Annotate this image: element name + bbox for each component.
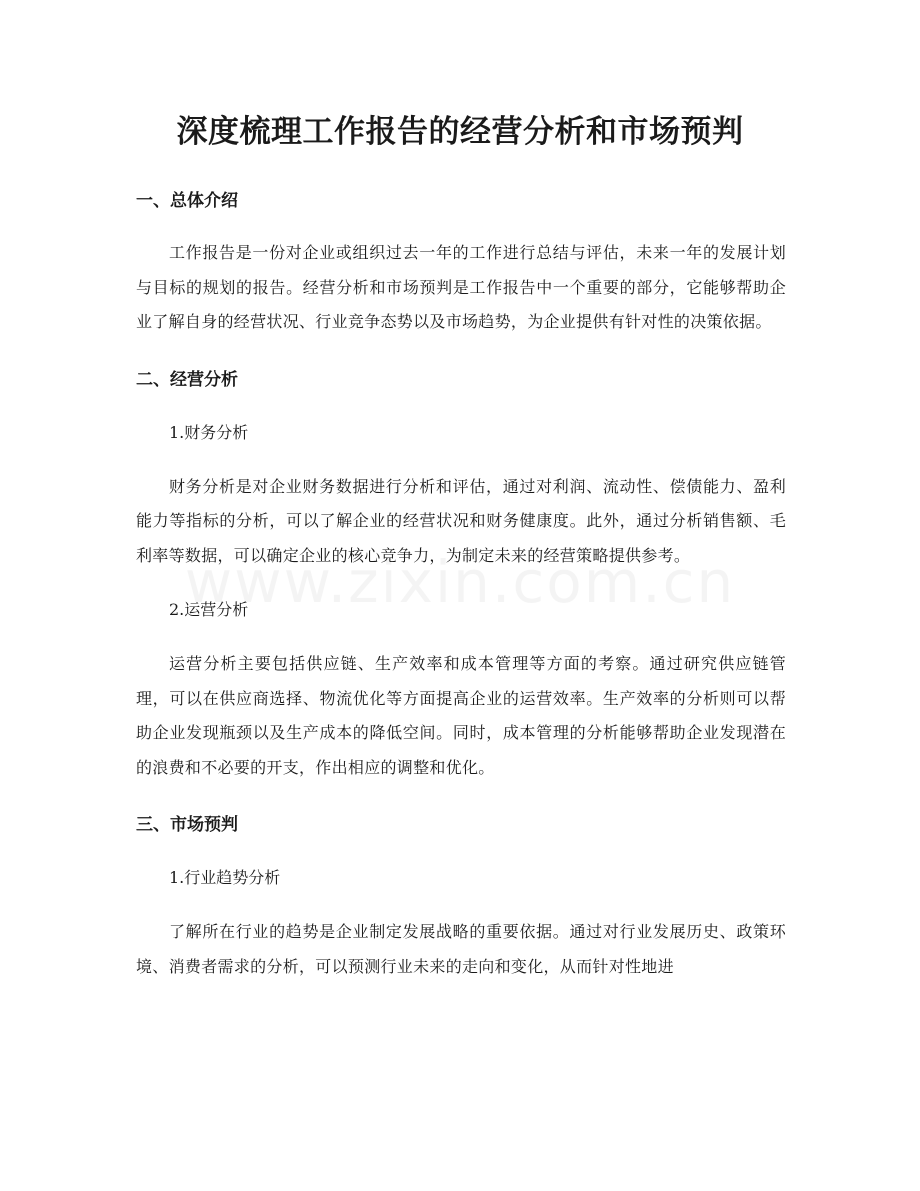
section-heading-operations: 二、经营分析 (136, 369, 238, 390)
operations-paragraph: 运营分析主要包括供应链、生产效率和成本管理等方面的考察。通过研究供应链管理，可以在供应商选择、物流优化等方面提高企业的运营效率。生产效率的分析则可以帮助企业发现瓶颈以及生产成本的降低空间。同时，成本管理的分析能够帮助企业发现潜在的浪费和不必要的开支，作出相应的调整和优化。 (136, 654, 786, 777)
finance-paragraph: 财务分析是对企业财务数据进行分析和评估，通过对利润、流动性、偿债能力、盈利能力等指标的分析，可以了解企业的经营状况和财务健康度。此外，通过分析销售额、毛利率等数据，可以确定企业的核心竞争力，为制定未来的经营策略提供参考。 (136, 476, 786, 565)
section-heading-overview: 一、总体介绍 (136, 191, 238, 211)
subsection-heading-operations: 2.运营分析 (169, 600, 249, 619)
subsection-heading-industry-trend: 1.行业趋势分析 (169, 868, 281, 887)
document-body (136, 183, 786, 984)
section-heading-market: 三、市场预判 (136, 815, 238, 835)
overview-paragraph: 工作报告是一份对企业或组织过去一年的工作进行总结与评估，未来一年的发展计划与目标的规划的报告。经营分析和市场预判是工作报告中一个重要的部分，它能够帮助企业了解自身的经营状况、行业竞争态势以及市场趋势，为企业提供有针对性的决策依据。 (136, 243, 786, 331)
document-title: 深度梳理工作报告的经营分析和市场预判 (176, 114, 744, 150)
industry-trend-paragraph: 了解所在行业的趋势是企业制定发展战略的重要依据。通过对行业发展历史、政策环境、消费者需求的分析，可以预测行业未来的走向和变化，从而针对性地进 (136, 922, 786, 976)
subsection-heading-finance: 1.财务分析 (169, 422, 249, 442)
